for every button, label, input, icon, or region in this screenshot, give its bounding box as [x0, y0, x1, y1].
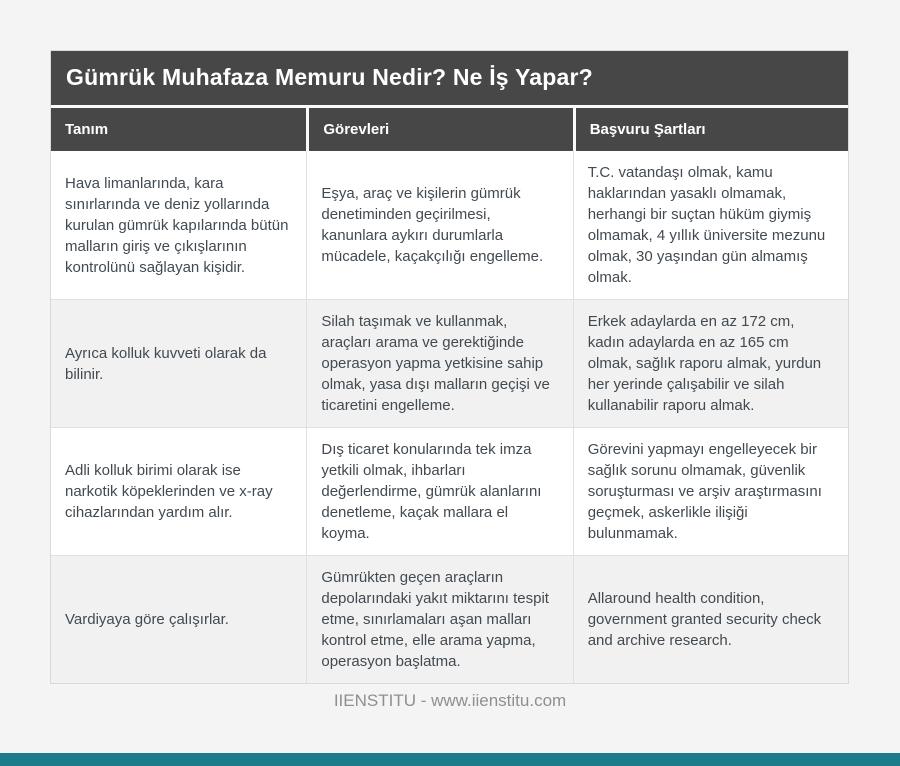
table-cell	[51, 428, 306, 555]
table-cell	[306, 300, 572, 427]
table-cell	[51, 556, 306, 683]
table-row	[51, 555, 848, 683]
table-row	[51, 427, 848, 555]
table-header-row	[51, 108, 848, 151]
page-title: Gümrük Muhafaza Memuru Nedir? Ne İş Yapar?	[51, 51, 848, 108]
cell-text: Silah taşımak ve kullanmak, araçları arama ve gerektiğinde operasyon yapma yetkisine sahip olmak, yasa dışı malların geçişi ve ticaretini engelleme.	[321, 313, 550, 414]
cell-text: Allaround health condition, government granted security check and archive research.	[587, 590, 822, 649]
cell-text: Görevini yapmayı engelleyecek bir sağlık sorunu olmamak, güvenlik soruşturması ve arşiv araştırmasını geçmek, askerlikle ilişiği bulunmamak.	[587, 441, 822, 542]
cell-text: Eşya, araç ve kişilerin gümrük denetiminden geçirilmesi, kanunlara aykırı durumlarla mücadele, kaçakçılığı engelleme.	[321, 185, 544, 265]
column-header-gorevleri: Görevleri	[306, 108, 572, 151]
column-header-tanim: Tanım	[65, 121, 109, 138]
cell-text: Vardiyaya göre çalışırlar.	[65, 611, 229, 628]
table-cell	[573, 300, 848, 427]
table-cell	[573, 428, 848, 555]
cell-text: Dış ticaret konularında tek imza yetkili olmak, ihbarları değerlendirme, gümrük alanlarını denetleme, kaçak mallara el koyma.	[321, 441, 542, 542]
brand-accent-bar	[0, 753, 900, 766]
table-cell	[306, 556, 572, 683]
cell-text: Adli kolluk birimi olarak ise narkotik köpeklerinden ve x-ray cihazlarından yardım alır.	[65, 462, 273, 521]
table-cell	[306, 151, 572, 299]
table-cell	[573, 151, 848, 299]
cell-text: Gümrükten geçen araçların depolarındaki yakıt miktarını tespit etme, sınırlamaları aşan malları kontrol etme, elle arama yapma, operasyon başlatma.	[321, 569, 549, 670]
table-row	[51, 299, 848, 427]
footer-credit: IIENSTITU - www.iienstitu.com	[333, 691, 567, 710]
cell-text: Hava limanlarında, kara sınırlarında ve deniz yollarında kurulan gümrük kapılarında bütün malların giriş ve çıkışlarının kontrolünü sağlayan kişidir.	[65, 174, 289, 276]
cell-text: T.C. vatandaşı olmak, kamu haklarından yasaklı olmamak, herhangi bir suçtan hüküm giymiş olmamak, 4 yıllık üniversite mezunu olmak, 30 yaşından gün almamış olmak.	[587, 164, 826, 286]
table-card	[50, 50, 849, 684]
column-header-basvuru-sartlari: Başvuru Şartları	[573, 108, 848, 151]
table-cell	[573, 556, 848, 683]
table-row	[51, 151, 848, 299]
table-cell	[51, 151, 306, 299]
cell-text: Ayrıca kolluk kuvveti olarak da bilinir.	[65, 344, 267, 383]
table-cell	[306, 428, 572, 555]
table-cell	[51, 300, 306, 427]
cell-text: Erkek adaylarda en az 172 cm, kadın adaylarda en az 165 cm olmak, sağlık raporu almak, yurdun her yerinde çalışabilir ve silah kullanabilir raporu almak.	[587, 313, 822, 414]
